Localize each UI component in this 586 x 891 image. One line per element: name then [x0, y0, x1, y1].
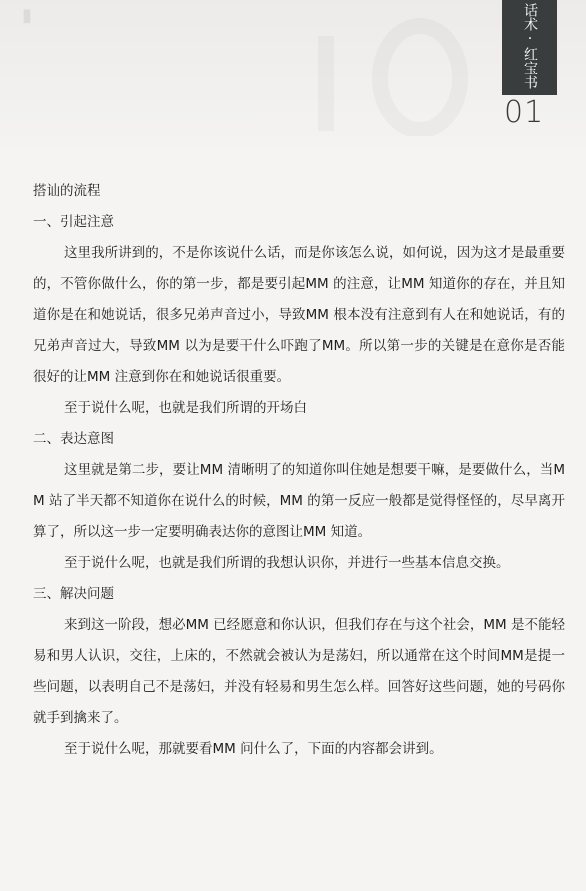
ghost-header-logo: ▮ [22, 5, 33, 25]
paragraph: 至于说什么呢，也就是我们所谓的开场白 [64, 400, 307, 416]
section-heading: 二、表达意图 [33, 431, 114, 447]
paragraph: 来到这一阶段，想必MM 已经愿意和你认识，但我们存在与这个社会，MM 是不能轻易和男人认识，交往，上床的，不然就会被认为是荡妇，所以通常在这个时间MM是提一些问题，以表明自己不是荡妇，并没有轻易和男生怎么样。回答好这些问题，她的号码你就手到擒来了。 [33, 617, 565, 726]
paragraph: 至于说什么呢，那就要看MM 问什么了，下面的内容都会讲到。 [64, 741, 443, 757]
paragraph: 这里我所讲到的，不是你该说什么话，而是你该怎么说，如何说，因为这才是最重要的，不管你做什么，你的第一步，都是要引起MM 的注意，让MM 知道你的存在，并且知道你是在和她说话，很多兄弟声音过小，导致MM 根本没有注意到有人在和她说话，有的兄弟声音过大，导致MM 以为是要干什么吓跑了MM。所以第一步的关键是在意你是否能很好的让MM 注意到你在和她说话很重要。 [33, 245, 565, 385]
document-title: 搭讪的流程 [33, 183, 101, 199]
ghost-header-graphic [300, 16, 470, 136]
chapter-tab-label: 话术·红宝书 [522, 3, 538, 89]
chapter-number: 01 [504, 95, 545, 130]
paragraph: 至于说什么呢，也就是我们所谓的我想认识你，并进行一些基本信息交换。 [64, 555, 510, 571]
chapter-tab [502, 0, 557, 95]
document-body [33, 176, 565, 765]
section-heading: 一、引起注意 [33, 214, 114, 230]
section-heading: 三、解决问题 [33, 586, 114, 602]
paragraph: 这里就是第二步，要让MM 清晰明了的知道你叫住她是想要干嘛，是要做什么，当MM 站了半天都不知道你在说什么的时候，MM 的第一反应一般都是觉得怪怪的，尽早离开算了，所以这一步一定要明确表达你的意图让MM 知道。 [33, 462, 565, 540]
